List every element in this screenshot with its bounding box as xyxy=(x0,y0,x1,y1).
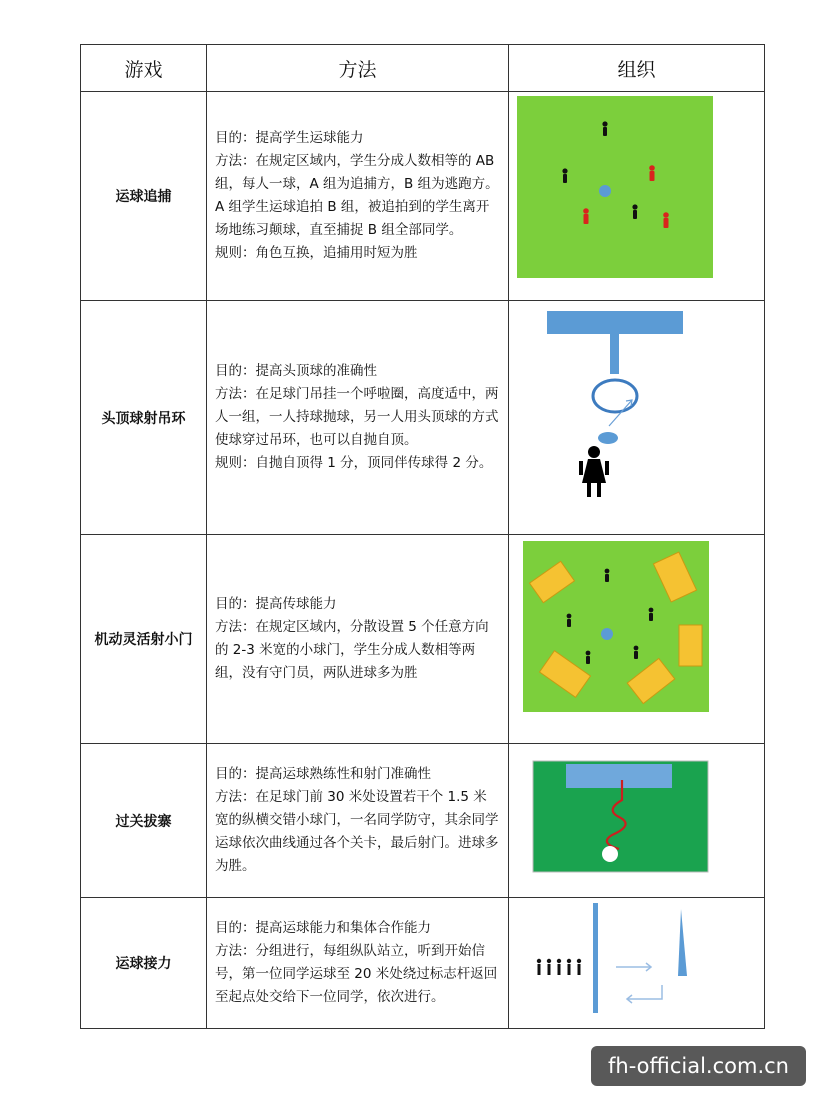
game-method xyxy=(207,535,509,744)
marker-pole-icon xyxy=(678,909,687,976)
game-name: 机动灵活射小门 xyxy=(81,535,207,744)
header-organization: 组织 xyxy=(509,45,765,92)
game-name: 头顶球射吊环 xyxy=(81,301,207,535)
diagram-relay xyxy=(509,898,765,1029)
table-row xyxy=(81,744,765,898)
game-method xyxy=(207,301,509,535)
diagram-pass-gates xyxy=(509,744,765,898)
field xyxy=(517,96,713,278)
games-table xyxy=(80,44,765,1029)
method-line: 规则：角色互换，追捕用时短为胜 xyxy=(215,245,418,261)
method-line: 方法：在规定区域内，分散设置 5 个任意方向的 2-3 米宽的小球门，学生分成人数相等两组，没有守门员，两队进球多为胜 xyxy=(215,619,489,681)
player-black-icon xyxy=(537,958,581,974)
ball-icon xyxy=(598,432,618,444)
header-method: 方法 xyxy=(207,45,509,92)
ball-icon xyxy=(599,185,611,197)
table-row xyxy=(81,898,765,1029)
game-method xyxy=(207,92,509,301)
table-row xyxy=(81,301,765,535)
method-line: 目的：提高头顶球的准确性 xyxy=(215,363,377,379)
table-header-row xyxy=(81,45,765,92)
watermark: fh-official.com.cn xyxy=(591,1046,806,1086)
method-line: 规则：自抛自顶得 1 分，顶同伴传球得 2 分。 xyxy=(215,455,493,471)
hoop-icon xyxy=(593,380,637,412)
game-name: 运球接力 xyxy=(81,898,207,1029)
method-line: 方法：分组进行，每组纵队站立，听到开始信号，第一位同学运球至 20 米处绕过标志杆返回至起点处交给下一位同学，依次进行。 xyxy=(215,943,498,1005)
game-name: 运球追捕 xyxy=(81,92,207,301)
game-name: 过关拔寨 xyxy=(81,744,207,898)
person-icon xyxy=(579,446,609,497)
ball-icon xyxy=(601,628,613,640)
arrow-icon xyxy=(616,963,662,1003)
ball-icon xyxy=(602,846,618,862)
method-line: 方法：在足球门前 30 米处设置若干个 1.5 米宽的纵横交错小球门，一名同学防守，其余同学运球依次曲线通过各个关卡，最后射门。进球多为胜。 xyxy=(215,789,499,874)
method-line: 目的：提高学生运球能力 xyxy=(215,130,364,146)
game-method xyxy=(207,898,509,1029)
header-game: 游戏 xyxy=(81,45,207,92)
diagram-heading-hoop xyxy=(509,301,765,535)
start-line xyxy=(593,903,598,1013)
diagram-dribble-chase xyxy=(509,92,765,301)
method-line: 目的：提高运球熟练性和射门准确性 xyxy=(215,766,431,782)
method-line: 目的：提高运球能力和集体合作能力 xyxy=(215,920,431,936)
goal-area xyxy=(566,764,672,788)
diagram-small-goals xyxy=(509,535,765,744)
game-method xyxy=(207,744,509,898)
table-row xyxy=(81,535,765,744)
method-line: 方法：在规定区域内，学生分成人数相等的 AB 组，每人一球，A 组为追捕方，B 组为逃跑方。A 组学生运球追拍 B 组，被追拍到的学生离开场地练习颠球，直至捕捉 B 组全部同学。 xyxy=(215,153,499,238)
table-row xyxy=(81,92,765,301)
method-line: 方法：在足球门吊挂一个呼啦圈，高度适中，两人一组，一人持球抛球，另一人用头顶球的方式使球穿过吊环，也可以自抛自顶。 xyxy=(215,386,499,448)
hanging-goal-icon xyxy=(547,311,683,374)
method-line: 目的：提高传球能力 xyxy=(215,596,337,612)
